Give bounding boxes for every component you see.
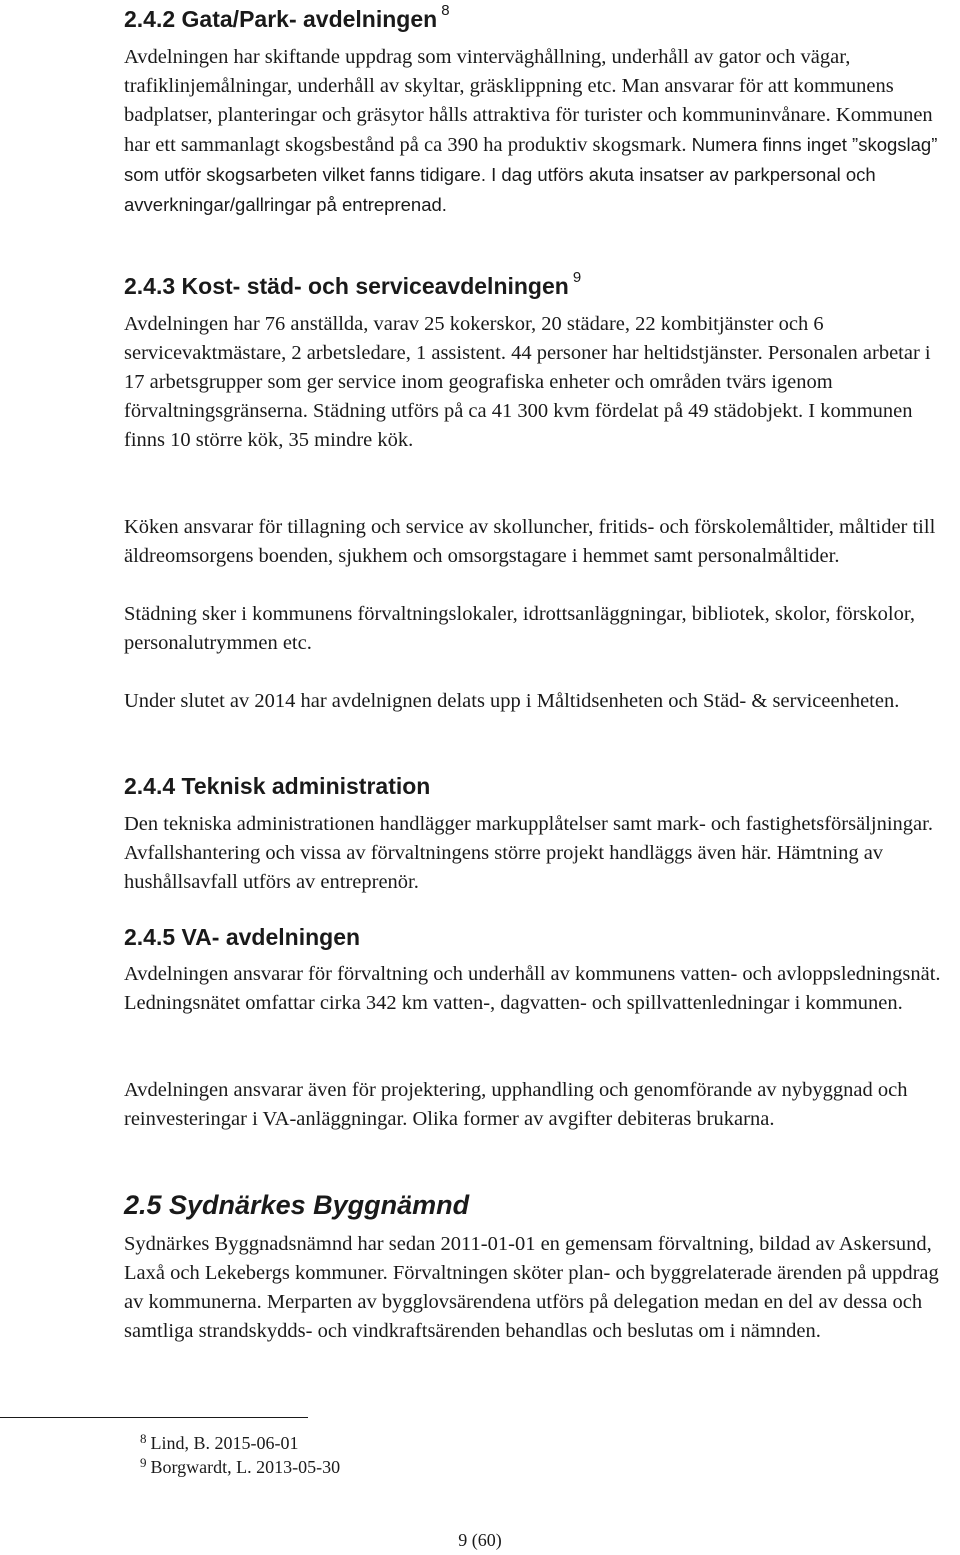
byggnamnd-paragraph: Sydnärkes Byggnadsnämnd har sedan 2011-01-01 en gemensam förvaltning, bildad av Askersund, Laxå och Lekebergs kommuner. Förvaltningen sköter plan- och byggrelaterade ärenden på uppdrag av kommunerna. Merparten av bygglovsärendena utförs på delegation medan en del av dessa och samtliga strandskydds- och vindkraftsärenden behandlas och beslutas om i nämnden. — [124, 1233, 939, 1342]
page-number: 9 (60) — [458, 1530, 502, 1550]
section-heading-byggnamnd: 2.5 Sydnärkes Byggnämnd — [124, 1190, 470, 1220]
teknisk-paragraph: Den tekniska administrationen handlägger markupplåtelser samt mark- och fastighetsförsäljningar. Avfallshantering och vissa av förvaltningens större projekt handläggs även här. Hämtning av hushållsavfall utförs av entreprenör. — [124, 813, 933, 893]
footnote-divider — [0, 1417, 308, 1418]
kost-paragraph-4: Under slutet av 2014 har avdelnignen delats upp i Måltidsenheten och Städ- & serviceenheten. — [124, 690, 900, 712]
footnote-9: $^9$ Borgwardt, L. 2013-05-30 — [140, 1455, 341, 1477]
gata-park-text-1: Avdelningen har skiftande uppdrag som vinterväghållning, underhåll av gator och vägar, trafiklinjemålningar, underhåll av skyltar, gräsklippning etc. Man ansvarar för att kommunens badplatser, planteringar och gräsytor hålls attraktiva för turister och kommuninvånare. Kommunen har ett sammanlagt skogsbestånd på ca 390 ha produktiv skogsmark. — [124, 46, 933, 156]
footnote-8: $^8$ Lind, B. 2015-06-01 — [140, 1431, 299, 1453]
section-heading-gata-park: 2.4.2 Gata/Park- avdelningen $^8$ — [124, 2, 450, 32]
gata-park-paragraph — [124, 43, 954, 220]
section-heading-kost: 2.4.3 Kost- städ- och serviceavdelningen $^9$ — [124, 269, 582, 299]
section-heading-teknisk: 2.4.4 Teknisk administration — [124, 773, 431, 799]
va-paragraph-2: Avdelningen ansvarar även för projektering, upphandling och genomförande av nybyggnad och reinvesteringar i VA-anläggningar. Olika former av avgifter debiteras brukarna. — [124, 1079, 908, 1130]
section-heading-va: 2.4.5 VA- avdelningen — [124, 924, 361, 950]
kost-paragraph-1: Avdelningen har 76 anställda, varav 25 kokerskor, 20 städare, 22 kombitjänster och 6 servicevaktmästare, 2 arbetsledare, 1 assistent. 44 personer har heltidstjänster. Personalen arbetar i 17 arbetsgrupper som ger service inom geografiska enheter och områden tvärs igenom förvaltningsgränserna. Städning utförs på ca 41 300 kvm fördelat på 49 städobjekt. I kommunen finns 10 större kök, 35 mindre kök. — [124, 313, 931, 451]
va-paragraph-1: Avdelningen ansvarar för förvaltning och underhåll av kommunens vatten- och avloppsledningsnät. Ledningsnätet omfattar cirka 342 km vatten-, dagvatten- och spillvattenledningar i kommunen. — [124, 963, 941, 1014]
footnote-ref-9: 9 — [572, 269, 582, 286]
kost-paragraph-3: Städning sker i kommunens förvaltningslokaler, idrottsanläggningar, bibliotek, skolor, förskolor, personalutrymmen etc. — [124, 603, 915, 654]
footnote-ref-8: 8 — [441, 2, 450, 19]
gata-park-text-2: Numera finns inget ”skogslag” som utför skogsarbeten vilket fanns tidigare. I dag utförs akuta insatser av parkpersonal och avverkningar/gallringar på entreprenad. — [124, 134, 938, 215]
kost-paragraph-2: Köken ansvarar för tillagning och service av skolluncher, fritids- och förskolemåltider, måltider till äldreomsorgens boenden, sjukhem och omsorgstagare i hemmet samt personalmåltider. — [124, 516, 936, 567]
